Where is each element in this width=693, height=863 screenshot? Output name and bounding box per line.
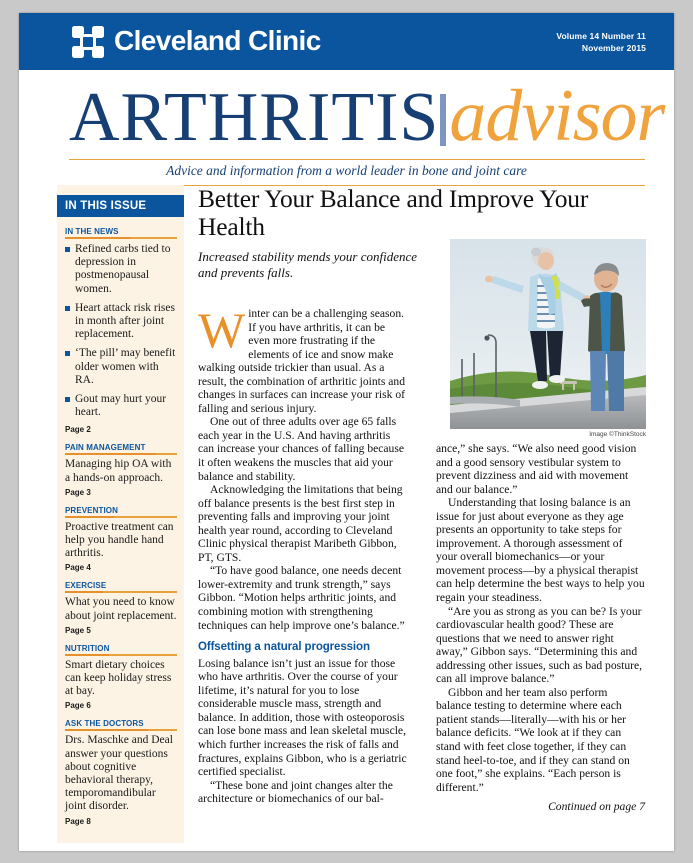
sidebar-page-ref: Page 6	[65, 701, 91, 711]
article-column-2	[436, 442, 645, 814]
paragraph: “To have good balance, one needs decent lower-extremity and trunk strength,” says Gibbon. “Motion helps arthritic joints, and combining motion with strengthening techniques can help improve one’s balance.”	[198, 564, 405, 632]
masthead-title-block	[19, 70, 674, 156]
sidebar-page-ref: Page 5	[65, 625, 91, 635]
brand-name: Cleveland Clinic	[114, 25, 321, 56]
list-item[interactable]	[65, 347, 177, 387]
sidebar-category-label: IN THE NEWS	[65, 227, 119, 236]
cleveland-clinic-logo-icon	[72, 26, 104, 58]
list-item-label: Gout may hurt your heart.	[75, 393, 167, 419]
sidebar-item-text[interactable]: What you need to know about joint replacement.	[65, 596, 177, 622]
sidebar-category-label: NUTRITION	[65, 643, 110, 653]
paragraph: Losing balance isn’t just an issue for those who have arthritis. Over the course of your lifetime, it’s natural for you to lose considerable muscle mass, strength and balance. In addition, those with osteoporosis can lose bone mass and lean skeletal muscle, which further increases the risk of falls and fractures, explains Gibbon, who is a geriatric certified specialist.	[198, 656, 407, 779]
sidebar-item-text[interactable]: Proactive treatment can help you handle hand arthritis.	[65, 520, 174, 560]
sidebar-sections	[65, 227, 177, 835]
continued-note: Continued on page 7	[548, 800, 645, 814]
sidebar-category	[65, 227, 177, 238]
square-bullet-icon	[65, 306, 70, 311]
sidebar-section-prevention	[65, 506, 177, 573]
article-photo	[450, 239, 646, 429]
sidebar-category-label: PREVENTION	[65, 505, 119, 515]
sidebar-page-ref: Page 4	[65, 563, 91, 573]
title-divider-bar	[440, 94, 446, 146]
sidebar-page-ref: Page 2	[65, 425, 91, 435]
issue-date: November 2015	[581, 43, 646, 53]
paragraph: ance,” she says. “We also need good vision and a good sensory vestibular system to prevent dizziness and aid with movement and our balance.”	[436, 442, 637, 496]
article-deck: Increased stability mends your confidence and prevents falls.	[198, 249, 418, 280]
sidebar-section-in-the-news	[65, 227, 177, 434]
photo-caption: Image ©ThinkStock	[589, 431, 646, 438]
photo-illustration	[450, 239, 646, 429]
sidebar-category	[65, 506, 177, 517]
sidebar-category-label: EXERCISE	[65, 581, 107, 591]
issue-volume: Volume 14 Number 11	[556, 31, 646, 41]
sidebar-item-text[interactable]: Smart dietary choices can keep holiday stress at bay.	[65, 658, 172, 698]
list-item-label: ‘The pill’ may benefit older women with RA.	[75, 347, 176, 386]
sidebar-section-pain-management	[65, 443, 177, 496]
article-subhead: Offsetting a natural progression	[198, 641, 370, 654]
sidebar-section-nutrition	[65, 644, 177, 711]
sidebar-category	[65, 719, 177, 730]
title-arthritis: ARTHRITIS	[69, 79, 440, 156]
sidebar-section-exercise	[65, 581, 177, 634]
paragraph	[198, 302, 407, 415]
article-column-1	[198, 302, 407, 806]
sidebar-section-ask-the-doctors	[65, 719, 177, 825]
square-bullet-icon	[65, 247, 70, 252]
masthead-top-bar	[19, 13, 674, 70]
lead-article	[198, 184, 646, 814]
in-this-issue-sidebar	[57, 185, 184, 843]
sidebar-category-label: PAIN MANAGEMENT	[65, 443, 146, 453]
sidebar-page-ref: Page 3	[65, 487, 91, 497]
paragraph: “Are you as strong as you can be? Is your cardiovascular health good? These are questions that we need to answer right away,” Gibbon says. “Determining this and addressing other issues, such as bad posture, can all improve balance.”	[436, 604, 643, 686]
page-title: Better Your Balance and Improve Your Health	[198, 184, 589, 241]
paragraph: Understanding that losing balance is an issue for just about everyone as they age presents an opportunity to take steps for improvement. A thorough assessment of your overall biomechanics—or your movement process—by a physical therapist can help determine the best ways to help you regain your steadiness.	[436, 496, 645, 605]
paragraph: Gibbon and her team also perform balance testing to determine where each patient stands—literally—with his or her balance deficits. “We look at if they can stand with feet close together, if they can stand heel-to-toe, and if they can stand on one foot,” she explains. “Each person is different.”	[436, 685, 630, 794]
paragraph: “These bone and joint changes alter the architecture or biomechanics of our bal-	[198, 778, 393, 806]
list-item-label: Heart attack risk rises in month after joint replacement.	[75, 301, 175, 341]
list-item[interactable]	[65, 302, 177, 342]
sidebar-category-label: ASK THE DOCTORS	[65, 719, 144, 729]
tagline-rule-top	[69, 159, 645, 160]
sidebar-category	[65, 581, 177, 592]
list-item[interactable]	[65, 243, 177, 296]
drop-cap: W	[198, 302, 246, 358]
list-item[interactable]	[65, 393, 177, 419]
paragraph: One out of three adults over age 65 falls each year in the U.S. And having arthritis can increase your chances of falling because it often weakens the muscles that aid your balance and stability.	[198, 415, 405, 483]
paragraph: Acknowledging the limitations that being off balance presents is the best first step in preventing falls and improving your joint health year round, according to Cleveland Clinic physical therapist Maribeth Gibbon, PT, GTS.	[198, 483, 403, 564]
newsletter-page	[19, 13, 674, 851]
publication-title	[69, 74, 665, 159]
sidebar-page-ref: Page 8	[65, 816, 91, 826]
sidebar-header: IN THIS ISSUE	[57, 195, 184, 217]
sidebar-item-text[interactable]: Drs. Maschke and Deal answer your questions about cognitive behavioral therapy, temporomandibular joint disorder.	[65, 734, 173, 813]
sidebar-item-text[interactable]: Managing hip OA with a hands-on approach.	[65, 458, 172, 484]
square-bullet-icon	[65, 351, 70, 356]
paragraph-text: inter can be a challenging season. If you have arthritis, it can be even more frustrating if the elements of ice and snow make walking outside trickier than usual. As a result, the combination of arthritic joints and changes in surfaces can increase your risk of falling and serious injury.	[198, 307, 406, 415]
sidebar-category	[65, 644, 177, 655]
square-bullet-icon	[65, 397, 70, 402]
title-advisor: advisor	[449, 75, 665, 157]
publication-tagline: Advice and information from a world leader in bone and joint care	[166, 163, 527, 178]
list-item-label: Refined carbs tied to depression in postmenopausal women.	[75, 243, 171, 295]
sidebar-category	[65, 443, 177, 454]
